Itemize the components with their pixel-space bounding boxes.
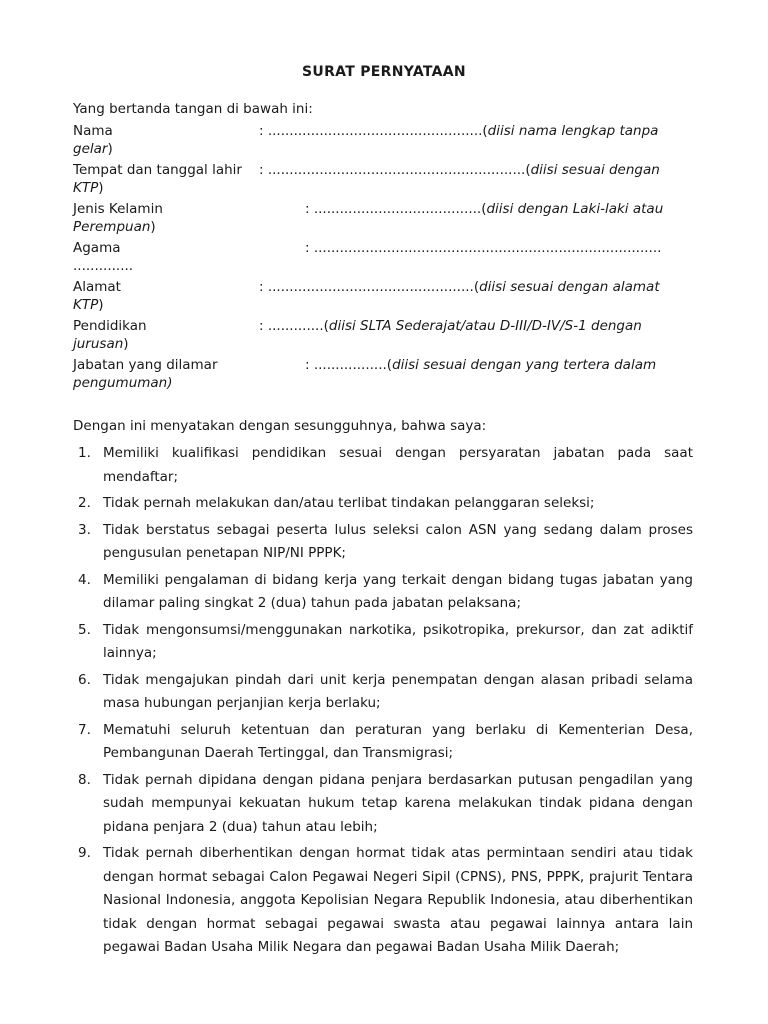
field-label: Alamat — [73, 279, 121, 295]
field-label: Pendidikan — [73, 318, 147, 334]
field-value: : .......................................(diisi dengan Laki-laki atau — [305, 201, 664, 217]
field-label: Agama — [73, 240, 121, 256]
field-alamat — [73, 278, 693, 314]
field-label: Jenis Kelamin — [73, 201, 163, 217]
field-tempat-tanggal-lahir — [73, 161, 693, 197]
field-agama — [73, 239, 693, 275]
list-item: 4. Memiliki pengalaman di bidang kerja yang terkait dengan bidang tugas jabatan yang dilamar paling singkat 2 (dua) tahun pada jabatan pelaksana; — [78, 571, 693, 611]
field-continuation: Perempuan) — [73, 219, 156, 235]
field-value: : .............(diisi SLTA Sederajat/atau D-III/D-IV/S-1 dengan — [259, 318, 642, 334]
list-item: 9. Tidak pernah diberhentikan dengan hormat tidak atas permintaan sendiri atau tidak dengan hormat sebagai Calon Pegawai Negeri Sipil (CPNS), PNS, PPPK, prajurit Tentara Nasional Indonesia, anggota Kepolisian Negara Republik Indonesia, atau diberhentikan tidak dengan hormat sebagai pegawai swasta atau pegawai lainnya antara lain pegawai Badan Usaha Milik Negara dan pegawai Badan Usaha Milik Daerah; — [78, 845, 693, 955]
list-item: 7. Mematuhi seluruh ketentuan dan peraturan yang berlaku di Kementerian Desa, Pembangunan Daerah Tertinggal, dan Transmigrasi; — [78, 721, 693, 761]
field-jabatan — [73, 356, 693, 392]
field-value: : ..................................................(diisi nama lengkap tanpa — [259, 123, 659, 139]
field-label: Tempat dan tanggal lahir — [73, 162, 242, 178]
list-item: 2. Tidak pernah melakukan dan/atau terlibat tindakan pelanggaran seleksi; — [78, 495, 595, 511]
intro-text: Yang bertanda tangan di bawah ini: — [73, 101, 313, 117]
list-item: 8. Tidak pernah dipidana dengan pidana penjara berdasarkan putusan pengadilan yang sudah mempunyai kekuatan hukum tetap karena melakukan tindak pidana dengan pidana penjara 2 (dua) tahun atau lebih; — [78, 771, 693, 835]
identity-fields — [73, 122, 693, 395]
field-label: Nama — [73, 123, 113, 139]
statement-text: Dengan ini menyatakan dengan sesungguhnya, bahwa saya: — [73, 418, 487, 434]
document-title: SURAT PERNYATAAN — [302, 64, 466, 80]
field-continuation: gelar) — [73, 141, 113, 157]
statement-list — [73, 442, 693, 963]
field-continuation: .............. — [73, 258, 134, 274]
list-item: 6. Tidak mengajukan pindah dari unit kerja penempatan dengan alasan pribadi selama masa hubungan perjanjian kerja berlaku; — [78, 671, 693, 711]
list-item: 3. Tidak berstatus sebagai peserta lulus seleksi calon ASN yang sedang dalam proses pengusulan penetapan NIP/NI PPPK; — [78, 521, 693, 561]
field-value: : .................(diisi sesuai dengan yang tertera dalam — [305, 357, 657, 373]
field-continuation: KTP) — [73, 297, 104, 313]
field-value: : ................................................................................. — [305, 240, 662, 256]
field-pendidikan — [73, 317, 693, 353]
field-label: Jabatan yang dilamar — [73, 357, 218, 373]
field-continuation: KTP) — [73, 180, 104, 196]
field-continuation: jurusan) — [73, 336, 129, 352]
field-continuation: pengumuman) — [73, 375, 173, 391]
field-value: : ............................................................(diisi sesuai dengan — [259, 162, 660, 178]
field-jenis-kelamin — [73, 200, 693, 236]
list-item: 5. Tidak mengonsumsi/menggunakan narkotika, psikotropika, prekursor, dan zat adiktif lainnya; — [78, 621, 693, 661]
field-value: : ................................................(diisi sesuai dengan alamat — [259, 279, 660, 295]
list-item: 1. Memiliki kualifikasi pendidikan sesuai dengan persyaratan jabatan pada saat mendaftar; — [78, 445, 693, 485]
field-nama — [73, 122, 693, 158]
